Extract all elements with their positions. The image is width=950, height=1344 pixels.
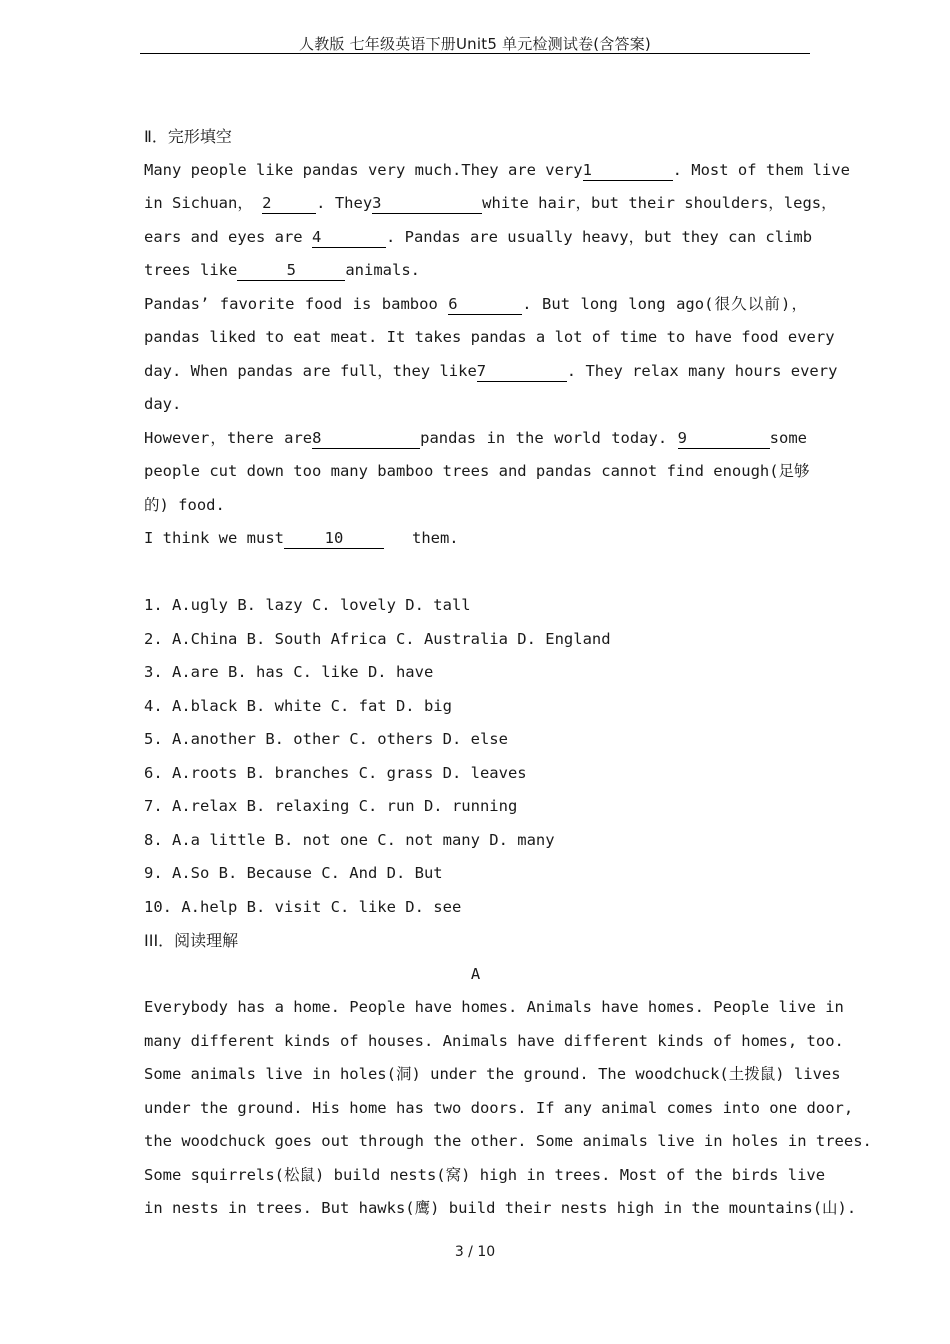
option-line: 8. A.a little B. not one C. not many D. many [144,830,555,849]
cloze-line: in Sichuan， 2 . They3 white hair，but their shoulders，legs， [144,194,837,212]
cloze-line: day. [144,395,182,413]
passage-line: Some animals live in holes(洞) under the ground. The woodchuck(土拨鼠) lives [144,1065,841,1083]
blank-1: 1 [583,160,673,181]
blank-7: 7 [477,361,567,382]
cloze-line: Pandas’ favorite food is bamboo 6 . But long long ago(很久以前)， [144,294,807,313]
spacer [144,556,807,590]
blank-8: 8 [312,428,420,449]
passage-line: in nests in trees. But hawks(鹰) build their nests high in the mountains(山). [144,1199,857,1217]
blank-10: 10 [284,528,384,549]
option-line: 9. A.So B. Because C. And D. But [144,864,443,882]
cloze-line: Many people like pandas very much.They are very1 . Most of them live [144,160,850,179]
page-header: 人教版 七年级英语下册Unit5 单元检测试卷(含答案) [299,35,651,53]
cloze-line: people cut down too many bamboo trees and pandas cannot find enough(足够 [144,462,810,480]
passage-line: the woodchuck goes out through the other. Some animals live in holes in trees. [144,1132,872,1150]
option-line: 7. A.relax B. relaxing C. run D. running [144,797,518,815]
passage-line: Everybody has a home. People have homes. Animals have homes. People live in [144,998,844,1016]
cloze-line: ears and eyes are 4 . Pandas are usually heavy，but they can climb [144,227,813,246]
blank-3: 3 [372,193,482,214]
blank-6: 6 [448,294,522,315]
passage-label: A [470,964,481,983]
option-line: 1. A.ugly B. lazy C. lovely D. tall [144,596,471,614]
cloze-heading: Ⅱ．完形填空 [144,127,232,146]
option-line: 6. A.roots B. branches C. grass D. leaves [144,763,527,782]
cloze-line: trees like 5 animals. [144,261,420,279]
cloze-line: I think we must 10 them. [144,529,459,547]
blank-2: 2 [262,193,316,214]
option-line: 10. A.help B. visit C. like D. see [144,897,462,916]
option-line: 2. A.China B. South Africa C. Australia D. England [144,629,611,648]
cloze-line: 的) food. [144,495,225,514]
option-line: 4. A.black B. white C. fat D. big [144,696,452,715]
cloze-line: However，there are8 pandas in the world today. 9 some [144,428,807,447]
header-divider [140,53,810,54]
option-line: 3. A.are B. has C. like D. have [144,663,434,681]
blank-4: 4 [312,227,386,248]
blank-5: 5 [237,260,345,281]
reading-heading: III．阅读理解 [144,931,239,950]
passage-line: Some squirrels(松鼠) build nests(窝) high in trees. Most of the birds live [144,1165,826,1184]
page-content [144,120,872,1226]
passage-line: many different kinds of houses. Animals have different kinds of homes, too. [144,1031,844,1050]
blank-9: 9 [678,428,770,449]
cloze-line: day. When pandas are full，they like7 . They relax many hours every [144,361,838,380]
page-number: 3 / 10 [454,1244,496,1260]
option-line: 5. A.another B. other C. others D. else [144,730,508,748]
passage-line: under the ground. His home has two doors. If any animal comes into one door, [144,1098,854,1117]
cloze-line: pandas liked to eat meat. It takes pandas a lot of time to have food every [144,328,835,346]
